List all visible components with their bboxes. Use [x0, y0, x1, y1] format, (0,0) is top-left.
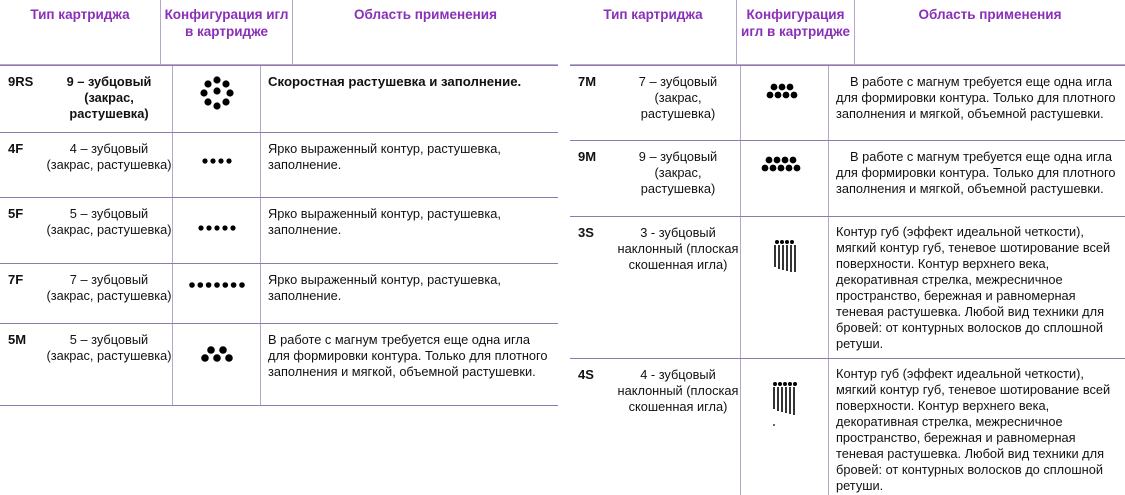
needle-config-cell — [740, 66, 828, 140]
needle-config-cell — [740, 359, 828, 495]
cartridge-type: 4 - зубцовый наклонный (плоская скошенная игла) — [617, 367, 739, 414]
header-cartridge-type: Тип картриджа — [603, 7, 703, 22]
table-row — [570, 141, 1125, 217]
needle-config-cell — [172, 264, 260, 323]
needle-config-cell — [172, 66, 260, 132]
cartridge-type: 7 – зубцовый (закрас, растушевка) — [638, 74, 718, 121]
slanted-needles-4-icon — [771, 381, 799, 427]
cartridge-code: 5F — [8, 206, 24, 221]
cartridge-code: 9M — [578, 149, 597, 164]
cartridge-type: 3 - зубцовый наклонный (плоская скошенная игла) — [617, 225, 739, 272]
slanted-needles-3-icon — [773, 239, 797, 273]
table-row — [570, 217, 1125, 359]
usage-text: Скоростная растушевка и заполнение. — [260, 66, 558, 132]
needle-cluster-9-round-icon — [197, 76, 237, 110]
header-needle-config: Конфигурация игл в картридже — [160, 0, 292, 64]
needle-magnum-5-icon — [200, 345, 234, 363]
usage-text: В работе с магнум требуется еще одна игла для формировки контура. Только для плотного заполнения и мягкой, объемной растушевки. — [260, 324, 558, 405]
needle-config-cell — [172, 133, 260, 197]
usage-text: Ярко выраженный контур, растушевка, заполнение. — [260, 264, 558, 323]
cartridge-type: 5 – зубцовый (закрас, растушевка) — [46, 206, 172, 237]
needle-config-cell — [740, 217, 828, 358]
cartridge-code: 7F — [8, 272, 24, 287]
table-header — [570, 0, 1125, 65]
needle-row-4-icon — [201, 157, 233, 165]
cartridge-type: 9 – зубцовый (закрас, растушевка) — [66, 74, 152, 121]
table-row — [570, 359, 1125, 495]
cartridge-code: 9RS — [8, 74, 34, 89]
usage-text: Ярко выраженный контур, растушевка, заполнение. — [260, 198, 558, 263]
header-usage-area: Область применения — [854, 0, 1125, 64]
table-row — [0, 324, 558, 406]
cartridge-table-left — [0, 0, 558, 406]
needle-row-5-icon — [197, 224, 237, 232]
cartridge-type: 9 – зубцовый (закрас, растушевка) — [638, 149, 718, 196]
cartridge-code: 7M — [578, 74, 597, 89]
cartridge-type: 5 – зубцовый (закрас, растушевка) — [46, 332, 172, 363]
table-row — [0, 65, 558, 133]
cartridge-type: 7 – зубцовый (закрас, растушевка) — [46, 272, 172, 303]
table-row — [0, 198, 558, 264]
usage-text: В работе с магнум требуется еще одна игла для формировки контура. Только для плотного заполнения и мягкой, объемной растушевки. — [828, 141, 1125, 216]
table-header — [0, 0, 558, 65]
needle-row-7-icon — [188, 281, 246, 289]
table-row — [570, 65, 1125, 141]
cartridge-code: 5M — [8, 332, 27, 347]
cartridge-code: 4S — [578, 367, 594, 382]
needle-config-cell — [172, 324, 260, 405]
table-row — [0, 133, 558, 198]
cartridge-code: 4F — [8, 141, 24, 156]
needle-config-cell — [740, 141, 828, 216]
cartridge-code: 3S — [578, 225, 594, 240]
header-usage-area: Область применения — [292, 0, 558, 64]
cartridge-table-right — [570, 0, 1125, 495]
usage-text: В работе с магнум требуется еще одна игла для формировки контура. Только для плотного заполнения и мягкой, объемной растушевки. — [828, 66, 1125, 140]
needle-magnum-9-icon — [761, 155, 809, 173]
header-needle-config: Конфигурация игл в картридже — [736, 0, 854, 64]
needle-config-cell — [172, 198, 260, 263]
header-cartridge-type: Тип картриджа — [30, 7, 130, 22]
usage-text: Контур губ (эффект идеальной четкости), мягкий контур губ, теневое шотирование всей поверхности. Контур верхнего века, декоративная стрелка, межресничное пространство, бережная и равномерная теневая растушевка. Любой вид техники для бровей: от контурных волосков до сплошной ретуши. — [828, 359, 1125, 495]
usage-text: Ярко выраженный контур, растушевка, заполнение. — [260, 133, 558, 197]
table-row — [0, 264, 558, 324]
usage-text: Контур губ (эффект идеальной четкости), мягкий контур губ, теневое шотирование всей поверхности. Контур верхнего века, декоративная стрелка, межресничное пространство, бережная и равномерная теневая растушевка. Любой вид техники для бровей: от контурных волосков до сплошной ретуши. — [828, 217, 1125, 358]
needle-magnum-7-icon — [763, 82, 807, 100]
cartridge-type: 4 – зубцовый (закрас, растушевка) — [46, 141, 172, 172]
